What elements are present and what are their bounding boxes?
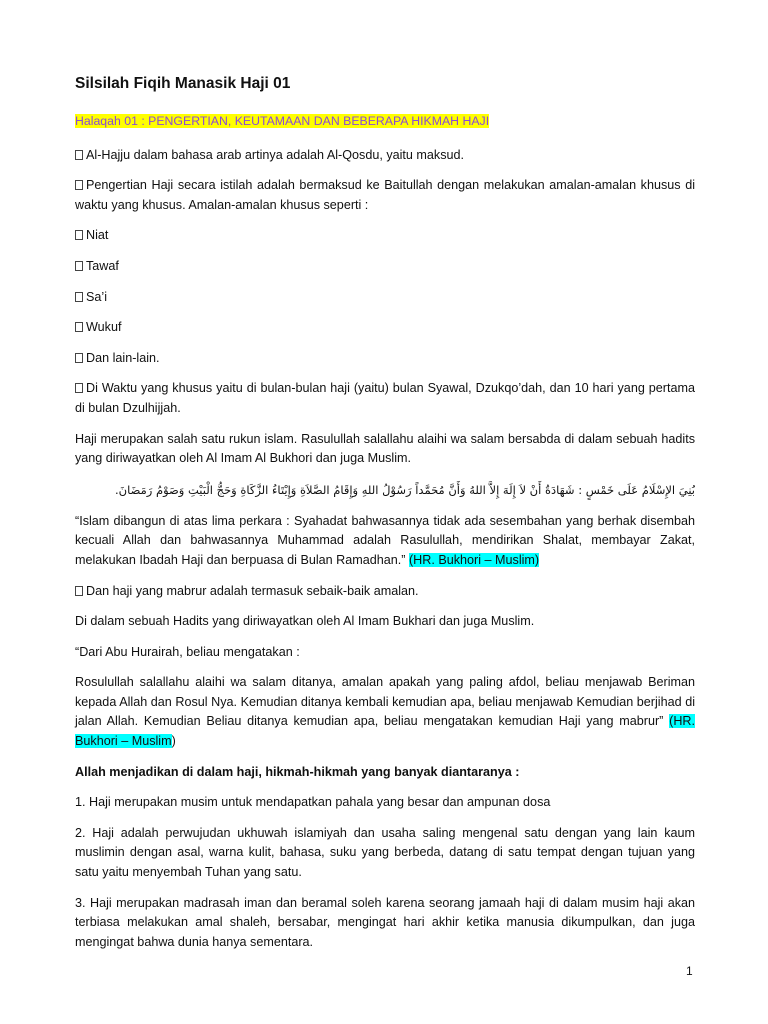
list-item-lain-lain: Dan lain-lain. (75, 349, 695, 369)
hikmah-heading: Allah menjadikan di dalam haji, hikmah-hikmah yang banyak diantaranya : (75, 764, 520, 779)
paragraph-pengertian: Pengertian Haji secara istilah adalah bermaksud ke Baitullah dengan melakukan amalan-amalan khusus di waktu yang khusus. Amalan-amalan khusus seperti : (75, 178, 695, 212)
citation-highlight: (HR. Bukhori – Muslim) (408, 552, 540, 567)
quote-islam: “Islam dibangun di atas lima perkara : Syahadat bahwasannya tidak ada sesembahan yang berhak disembah kecuali Allah dan bahwasannya Muhammad adalah Rasulullah, mendirikan Shalat, membayar Zakat, melakukan Ibadah Haji dan berpuasa di Bulan Ramadhan.” (HR. Bukhori – Muslim) (75, 513, 695, 567)
arabic-hadith: بُنِيَ الإِسْلَامُ عَلَى خَمْسٍ : شَهَادَةُ أَنْ لاَ إِلَهَ إِلاَّ اللهُ وَأَنَّ مُحَمَّداً رَسُوْلُ اللهِ وَإِقَامُ الصَّلاَةِ وَإِيْتَاءُ الزَّكَاةِ وَحَجُّ الْبَيْتِ وَصَوْمُ رَمَضَانَ. (115, 482, 695, 497)
list-item-wukuf: Wukuf (75, 318, 695, 338)
square-bullet-icon (75, 383, 83, 393)
square-bullet-icon (75, 150, 83, 160)
paragraph-mabrur: Dan haji yang mabrur adalah termasuk sebaik-baik amalan. (75, 582, 695, 602)
document-page (75, 74, 695, 963)
square-bullet-icon (75, 180, 83, 190)
list-item-niat: Niat (75, 226, 695, 246)
square-bullet-icon (75, 353, 83, 363)
page-number: 1 (686, 964, 693, 978)
square-bullet-icon (75, 230, 83, 240)
square-bullet-icon (75, 586, 83, 596)
halaqah-heading (75, 112, 695, 132)
paragraph-hadits-intro: Di dalam sebuah Hadits yang diriwayatkan oleh Al Imam Bukhari dan juga Muslim. (75, 614, 535, 629)
hikmah-item-3: 3. Haji merupakan madrasah iman dan beramal soleh karena seorang jamaah haji di dalam musim haji akan terbiasa melakukan amal shaleh, bersabar, mengingat hari akhir ketika manusia dikumpulkan, dan juga mengingat bahwa dunia hanya sementara. (75, 895, 695, 949)
document-title: Silsilah Fiqih Manasik Haji 01 (75, 75, 291, 92)
list-item-sai: Sa’i (75, 288, 695, 308)
paragraph-rukun: Haji merupakan salah satu rukun islam. Rasulullah salallahu alaihi wa salam bersabda di dalam sebuah hadits yang diriwayatkan oleh Al Imam Al Bukhori dan juga Muslim. (75, 431, 695, 466)
paragraph-waktu: Di Waktu yang khusus yaitu di bulan-bulan haji (yaitu) bulan Syawal, Dzukqo’dah, dan 10 hari yang pertama di bulan Dzulhijjah. (75, 381, 695, 415)
square-bullet-icon (75, 322, 83, 332)
paragraph-rosulullah: Rosulullah salallahu alaihi wa salam ditanya, amalan apakah yang paling afdol, beliau menjawab Beriman kepada Allah dan Rosul Nya. Kemudian ditanya kembali kemudian apa, beliau menjawab Kemudian berjihad di jalan Allah. Kemudian Beliau ditanya kemudian apa, beliau mengatakan kemudian Haji yang mabrur” (HR. Bukhori – Muslim) (75, 675, 696, 749)
halaqah-heading-text: Halaqah 01 : PENGERTIAN, KEUTAMAAN DAN BEBERAPA HIKMAH HAJI (75, 114, 490, 128)
square-bullet-icon (75, 261, 83, 271)
paragraph-hajju: Al-Hajju dalam bahasa arab artinya adalah Al-Qosdu, yaitu maksud. (75, 146, 695, 166)
hikmah-item-1: 1. Haji merupakan musim untuk mendapatkan pahala yang besar dan ampunan dosa (75, 795, 551, 810)
square-bullet-icon (75, 292, 83, 302)
hikmah-item-2: 2. Haji adalah perwujudan ukhuwah islamiyah dan usaha saling mengenal satu dengan yang lain kaum muslimin dengan asal, warna kulit, bahasa, suku yang berbeda, datang di satu tempat dengan tujuan yang satu yaitu menyembah Tuhan yang satu. (75, 825, 695, 880)
list-item-tawaf: Tawaf (75, 257, 695, 277)
citation-highlight: (HR. Bukhori – Muslim (75, 714, 696, 749)
paragraph-abu-hurairah: “Dari Abu Hurairah, beliau mengatakan : (75, 644, 300, 659)
